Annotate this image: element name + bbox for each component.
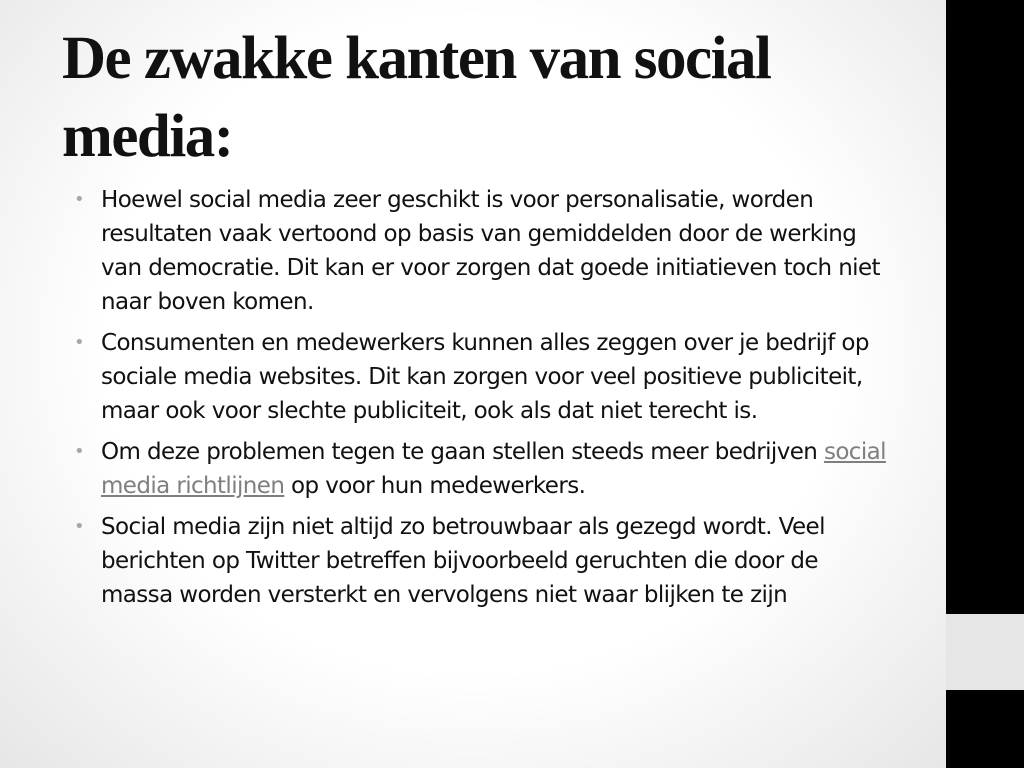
bullet-list (74, 183, 890, 619)
bullet-item (74, 326, 890, 428)
social-media-guidelines-link[interactable]: social media richtlijnen (101, 439, 886, 499)
bullet-text-after-link: op voor hun medewerkers. (284, 473, 586, 499)
bullet-dot-icon: • (74, 516, 85, 537)
bullet-dot-icon: • (74, 332, 85, 353)
bullet-item (74, 435, 890, 503)
decorative-sidebar (946, 0, 1024, 768)
slide-title: De zwakke kanten van social media: (62, 25, 771, 170)
bullet-text: Consumenten en medewerkers kunnen alles zeggen over je bedrijf op sociale media websites. Dit kan zorgen voor veel positieve publiciteit, maar ook voor slechte publiciteit, ook als dat niet terecht is. (101, 330, 869, 424)
sidebar-middle-block (946, 614, 1024, 690)
bullet-item (74, 183, 890, 319)
bullet-text-before-link: Om deze problemen tegen te gaan stellen steeds meer bedrijven (101, 439, 824, 465)
bullet-dot-icon: • (74, 189, 85, 210)
bullet-text: Social media zijn niet altijd zo betrouwbaar als gezegd wordt. Veel berichten op Twitter betreffen bijvoorbeeld geruchten die door de massa worden versterkt en vervolgens niet waar blijken te zijn (101, 514, 825, 608)
bullet-text: Hoewel social media zeer geschikt is voor personalisatie, worden resultaten vaak vertoond op basis van gemiddelden door de werking van democratie. Dit kan er voor zorgen dat goede initiatieven toch niet naar boven komen. (101, 187, 880, 315)
bullet-dot-icon: • (74, 441, 85, 462)
sidebar-bottom-block (946, 690, 1024, 768)
sidebar-top-block (946, 0, 1024, 614)
bullet-item (74, 510, 890, 612)
